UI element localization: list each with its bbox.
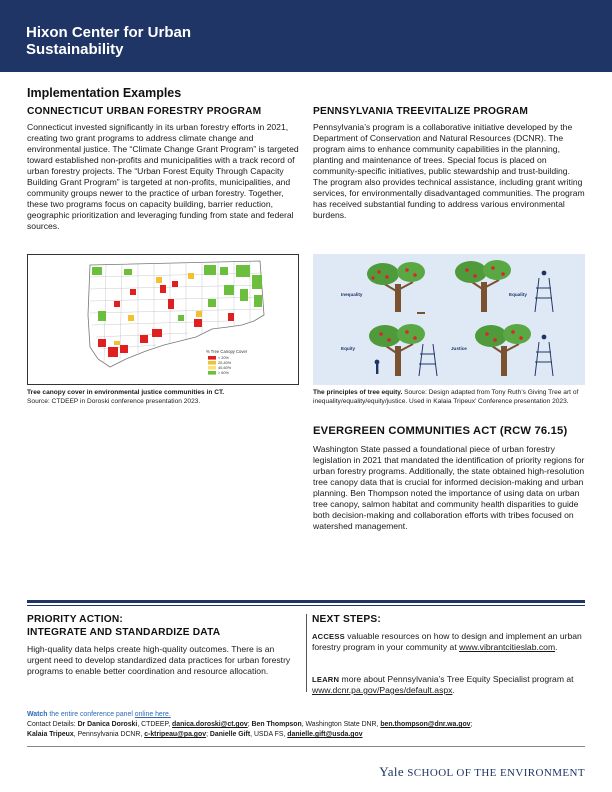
watch-label: Watch bbox=[27, 711, 48, 718]
contact-org-3: , Pennsylvania DCNR, bbox=[73, 731, 145, 738]
ct-program-title: CONNECTICUT URBAN FORESTRY PROGRAM bbox=[27, 106, 262, 117]
contact-name-4: Danielle Gift bbox=[209, 731, 251, 738]
legend-swatch-orange bbox=[208, 361, 216, 365]
tree-equity-illustration bbox=[313, 254, 585, 385]
learn-end: . bbox=[452, 685, 455, 695]
panel-label-equality: Equality bbox=[509, 292, 527, 297]
panel-label-inequality: Inequality bbox=[341, 292, 363, 297]
pa-program-title: PENNSYLVANIA TREEVITALIZE PROGRAM bbox=[313, 106, 529, 117]
ct-caption-source: Source: CTDEEP in Doroski conference presentation 2023. bbox=[27, 397, 201, 405]
priority-action-body: High-quality data helps create high-quality outcomes. There is an urgent need to develop standardized data practices for urban forestry programs to enable better coordination and resource allocation. bbox=[27, 644, 291, 676]
panel-label-equity: Equity bbox=[341, 346, 356, 351]
watch-online-link[interactable]: online here. bbox=[134, 711, 171, 718]
panel-label-justice: Justice bbox=[451, 346, 467, 351]
footer-divider bbox=[27, 746, 585, 747]
center-title: Hixon Center for Urban Sustainability bbox=[26, 24, 192, 58]
contact-name-1: Dr Danica Doroski bbox=[77, 721, 138, 728]
contact-org-2: , Washington State DNR, bbox=[301, 721, 381, 728]
wa-act-body: Washington State passed a foundational piece of urban forestry legislation in 2021 that mandated the identification of priority regions for urban forestry programs. Additionally, the state obtained high-resolution tree canopy data that is crucial for informed decision-making and urban planning. Ben Thompson noted the importance of using data on urban tree canopy, salmon habitat and community health disparities to guide both decision-making and collaboration efforts with tribes focused on watershed management. bbox=[313, 444, 585, 531]
wa-act-title: EVERGREEN COMMUNITIES ACT (RCW 76.15) bbox=[313, 425, 568, 437]
panel-equality bbox=[455, 260, 553, 312]
dcnr-link[interactable]: www.dcnr.pa.gov/Pages/default.aspx bbox=[312, 685, 453, 695]
priority-title-line1: PRIORITY ACTION: bbox=[27, 614, 124, 625]
contact-email-1[interactable]: danica.doroski@ct.gov bbox=[172, 721, 248, 728]
map-legend bbox=[208, 356, 232, 375]
contact-name-2: Ben Thompson bbox=[251, 721, 302, 728]
learn-text: more about Pennsylvania’s Tree Equity Specialist program at bbox=[339, 674, 574, 684]
access-end: . bbox=[555, 642, 558, 652]
panel-justice bbox=[451, 324, 553, 376]
legend-swatch-red bbox=[208, 356, 216, 360]
legend-label-3: 40-60% bbox=[218, 366, 232, 371]
next-step-learn bbox=[312, 674, 582, 696]
contact-org-4: , USDA FS, bbox=[250, 731, 288, 738]
school-name: SCHOOL OF THE ENVIRONMENT bbox=[407, 767, 585, 779]
legend-label-2: 20-40% bbox=[218, 361, 232, 366]
contact-name-3: Kalaia Tripeux bbox=[27, 731, 74, 738]
conference-watch-line bbox=[27, 710, 587, 720]
legend-label-4: > 60% bbox=[218, 371, 229, 376]
yale-school-logo bbox=[379, 764, 585, 780]
ct-map-graphic bbox=[28, 255, 299, 385]
legend-swatch-green bbox=[208, 371, 216, 375]
tree-equity-graphic bbox=[313, 254, 585, 385]
panel-equity bbox=[341, 324, 437, 376]
priority-action-title bbox=[27, 614, 220, 639]
contact-email-2[interactable]: ben.thompson@dnr.wa.gov bbox=[380, 721, 471, 728]
ct-map-caption bbox=[27, 389, 299, 406]
map-legend-title: % Tree Canopy Cover bbox=[206, 349, 248, 354]
priority-title-line2: INTEGRATE AND STANDARDIZE DATA bbox=[27, 626, 221, 638]
pa-illustration-caption bbox=[313, 389, 585, 406]
header-banner bbox=[0, 0, 612, 72]
learn-verb: LEARN bbox=[312, 675, 340, 684]
access-text: valuable resources on how to design and implement an urban forestry program in your community at bbox=[312, 631, 582, 652]
yale-wordmark: Yale bbox=[379, 764, 405, 779]
column-divider bbox=[306, 614, 307, 692]
contact-email-3[interactable]: c-ktripeau@pa.gov bbox=[144, 731, 207, 738]
vibrant-cities-link[interactable]: www.vibrantcitieslab.com bbox=[459, 642, 556, 652]
contact-sep-2: ; bbox=[470, 721, 473, 728]
panel-inequality bbox=[341, 262, 425, 314]
ct-program-body: Connecticut invested significantly in its urban forestry efforts in 2021, creating two grant programs to address climate change and environmental justice. The “Climate Change Grant Program” is targeted toward established non-profits and municipalities with a track record of urban forestry projects. The “Urban Forest Equity Through Capacity Building Grant Program” is targeted at non-profits, municipalities, and community groups newer to the practice of urban forestry. Together, these two programs focus on capacity building, barrier reduction, geographic prioritization and leveraging funding from state and federal sources. bbox=[27, 122, 299, 231]
contact-details bbox=[27, 720, 587, 740]
watch-text: the entire conference panel bbox=[47, 711, 135, 718]
next-step-access bbox=[312, 631, 582, 653]
ct-caption-bold: Tree canopy cover in environmental justice communities in CT. bbox=[27, 389, 225, 396]
contact-sep-3: ; bbox=[206, 731, 210, 738]
contact-label: Contact Details: bbox=[27, 721, 78, 728]
section-heading: Implementation Examples bbox=[27, 86, 182, 100]
ct-canopy-map bbox=[27, 254, 299, 385]
contact-email-4[interactable]: danielle.gift@usda.gov bbox=[287, 731, 363, 738]
contact-sep-1: ; bbox=[247, 721, 252, 728]
legend-label-1: < 20% bbox=[218, 356, 229, 361]
contact-org-1: , CTDEEP, bbox=[137, 721, 173, 728]
pa-caption-source: Source: Design adapted from Tony Ruth’s Giving Tree art of inequality/equality/equity/justice. Used in Kalaia Tripeux’ Conference presentation 2023. bbox=[313, 389, 579, 405]
access-verb: ACCESS bbox=[312, 632, 345, 641]
pa-program-body: Pennsylvania’s program is a collaborative initiative developed by the Department of Conservation and Natural Resources (DCNR). The program aims to enhance community capabilities in the planning, planting and maintenance of trees. Special focus is placed on community-specific initiatives, public stewardship and trust-building. The program also provides technical assistance, including grant writing services, for environmentally disadvantaged communities. The program has received substantial funding to address various environmental burdens. bbox=[313, 122, 585, 220]
legend-swatch-yellow bbox=[208, 366, 216, 370]
section-divider bbox=[27, 600, 585, 606]
next-steps-title: NEXT STEPS: bbox=[312, 614, 381, 625]
pa-caption-bold: The principles of tree equity. bbox=[313, 389, 403, 396]
